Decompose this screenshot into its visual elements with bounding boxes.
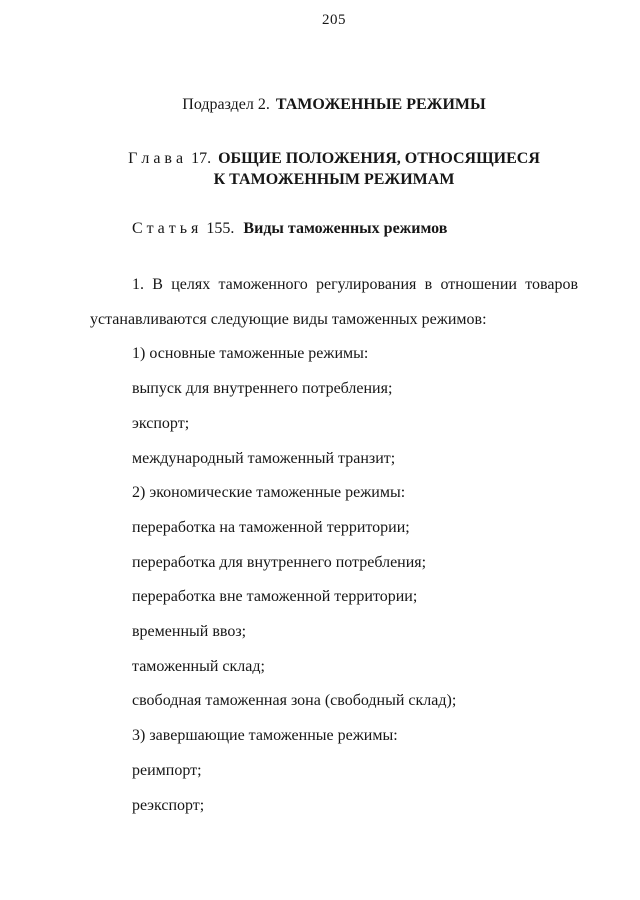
chapter-title-line1: ОБЩИЕ ПОЛОЖЕНИЯ, ОТНОСЯЩИЕСЯ (218, 150, 540, 167)
list-item: таможенный склад; (132, 657, 265, 675)
chapter-heading-line1 (90, 149, 578, 170)
list-item: реимпорт; (132, 761, 202, 779)
chapter-prefix: Г л а в а 17. (128, 150, 212, 167)
article-body (90, 268, 578, 823)
page-number: 205 (322, 12, 346, 28)
list-item: экспорт; (132, 414, 190, 432)
paragraph-intro-line1: 1. В целях таможенного регулирования в отношении товаров (132, 276, 578, 293)
chapter-heading (90, 149, 578, 190)
list-item: переработка вне таможенной территории; (132, 588, 418, 606)
chapter-title-line2: К ТАМОЖЕННЫМ РЕЖИМАМ (213, 170, 455, 188)
list-item: временный ввоз; (132, 623, 247, 641)
list-item: 3) завершающие таможенные режимы: (132, 727, 398, 745)
list-item: переработка на таможенной территории; (132, 518, 410, 536)
article-heading (90, 220, 578, 237)
subsection-title: ТАМОЖЕННЫЕ РЕЖИМЫ (275, 96, 486, 113)
article-title: Виды таможенных режимов (243, 220, 448, 237)
list-item: переработка для внутреннего потребления; (132, 553, 427, 571)
article-prefix: С т а т ь я 155. (132, 220, 235, 237)
list-item: международный таможенный транзит; (132, 449, 396, 467)
subsection-prefix: Подраздел 2. (182, 96, 270, 113)
list-item: 1) основные таможенные режимы: (132, 345, 369, 363)
list-item: 2) экономические таможенные режимы: (132, 484, 406, 502)
paragraph-intro-line2: устанавливаются следующие виды таможенных режимов: (90, 310, 487, 328)
list-item: выпуск для внутреннего потребления; (132, 380, 393, 398)
list-item: реэкспорт; (132, 796, 205, 814)
subsection-heading (90, 96, 578, 113)
list-item: свободная таможенная зона (свободный склад); (132, 692, 457, 710)
